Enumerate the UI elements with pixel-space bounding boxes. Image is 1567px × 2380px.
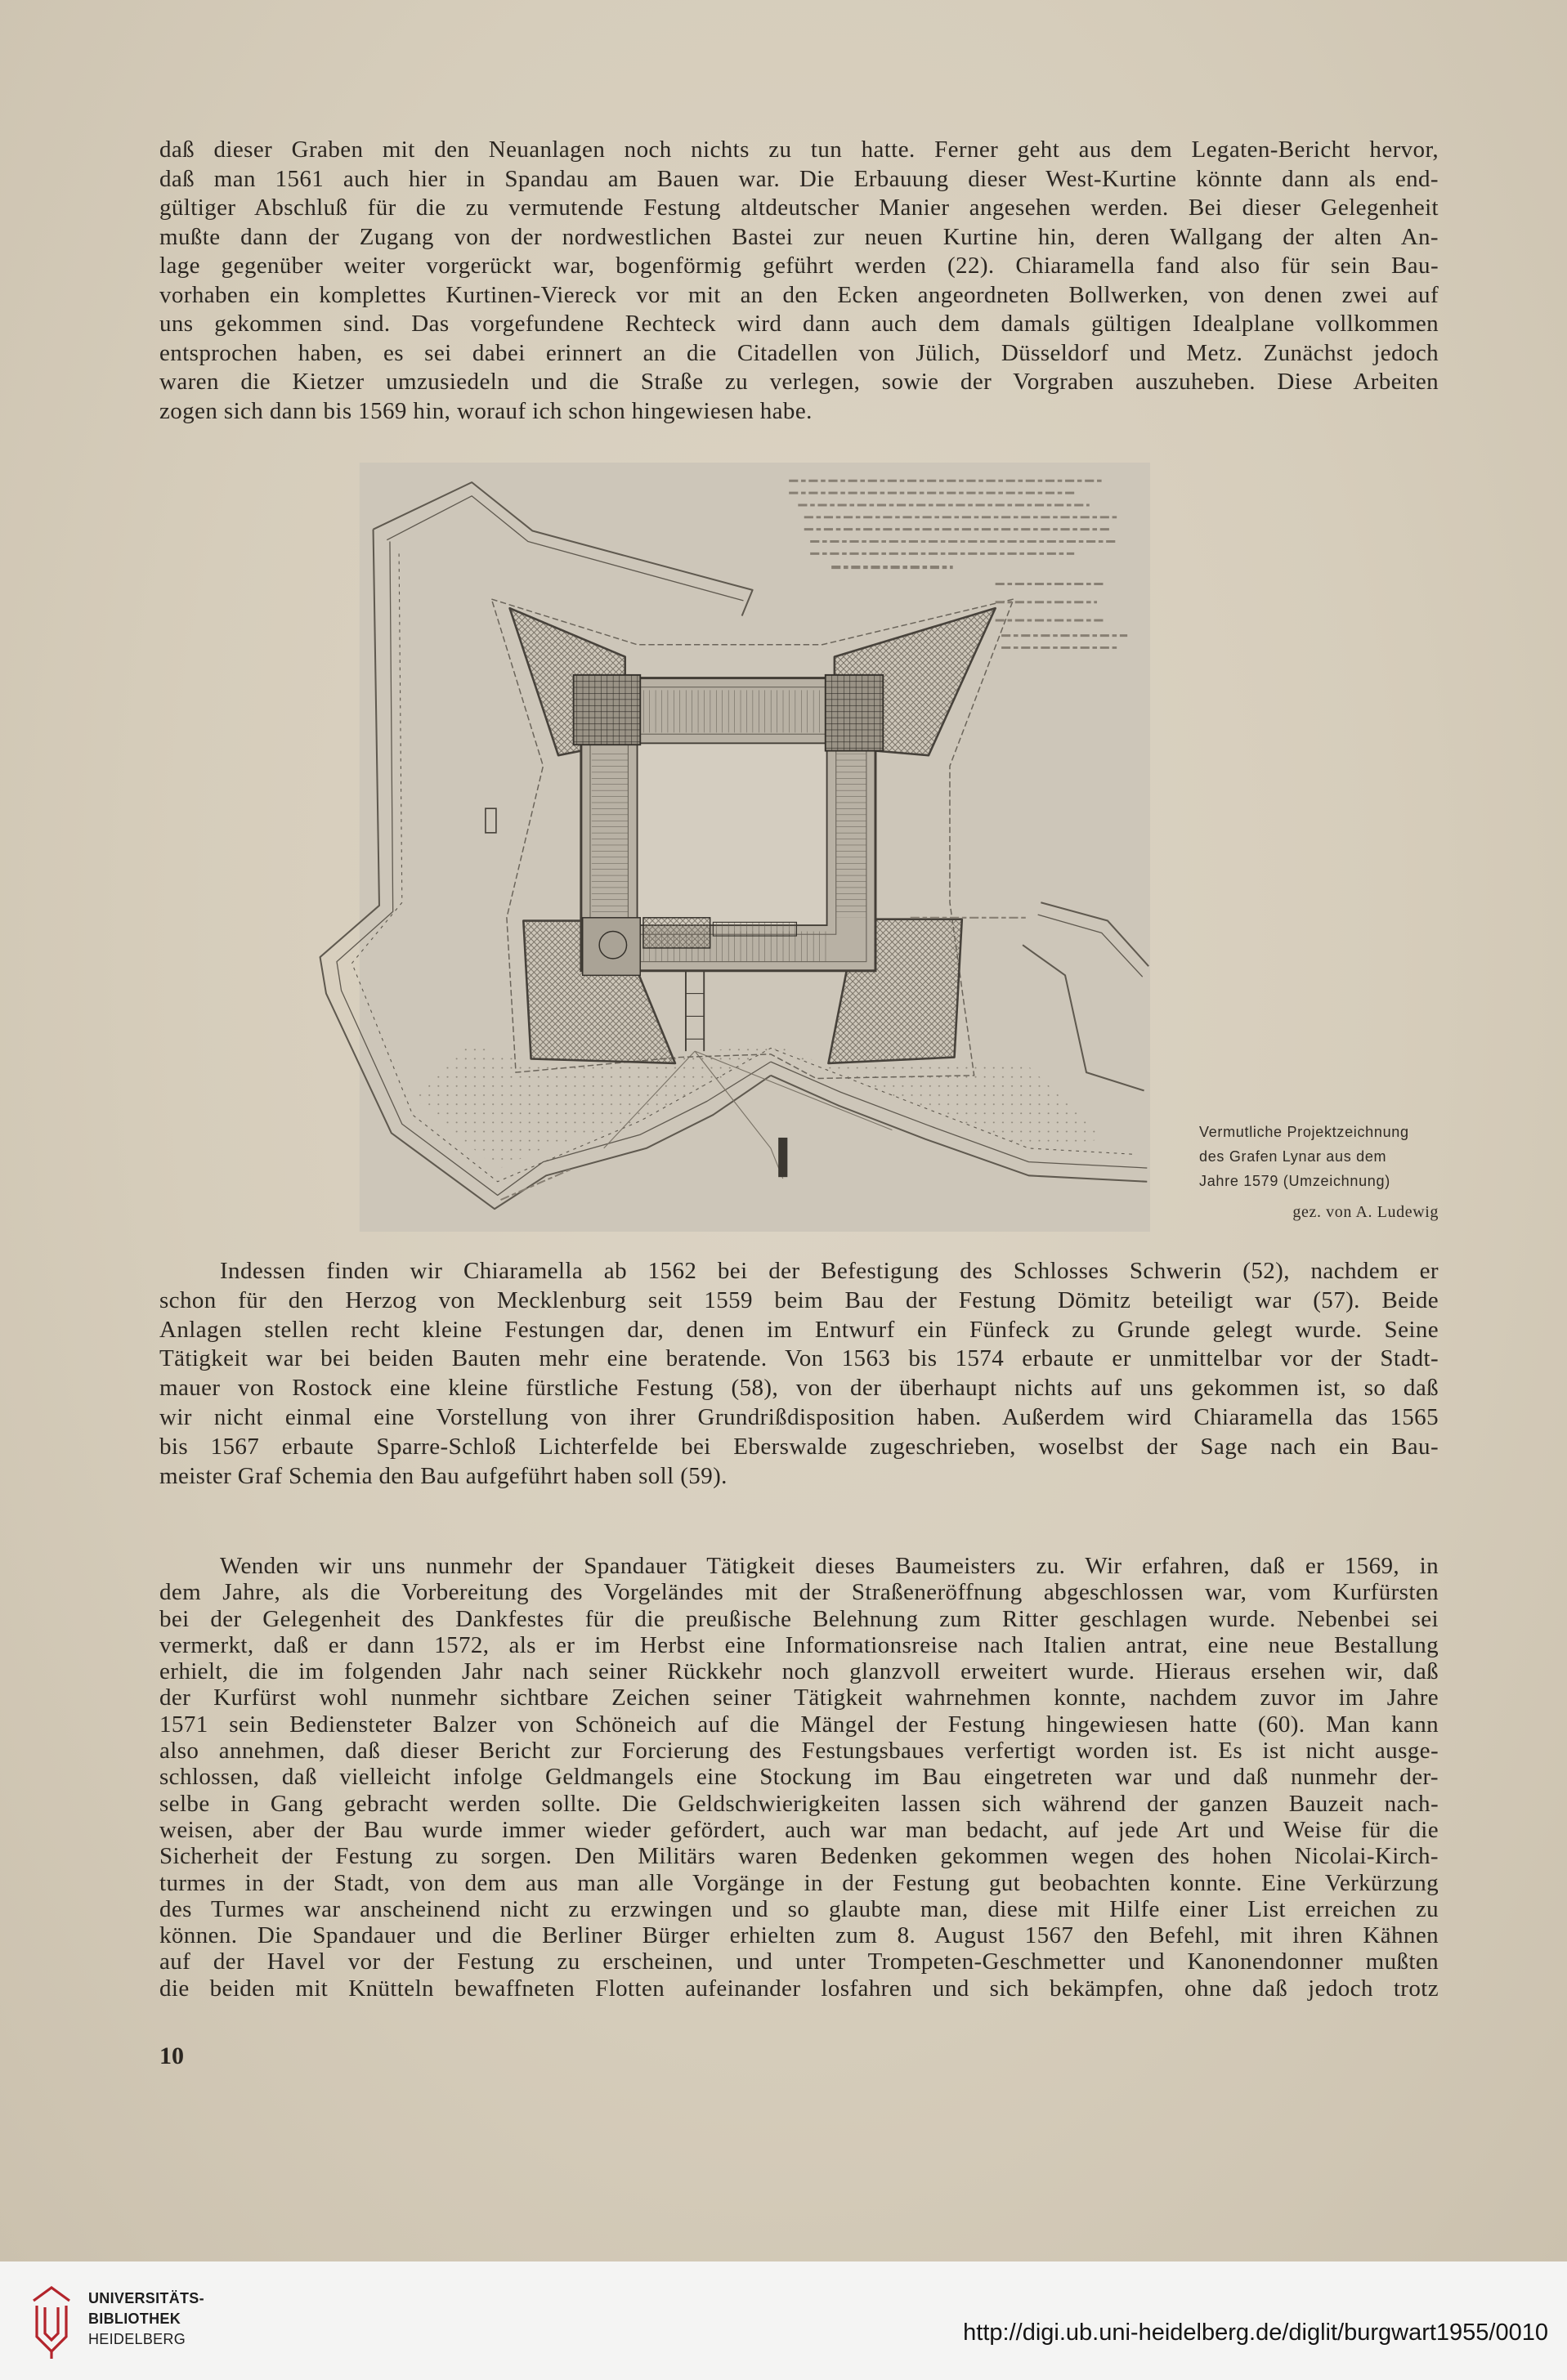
text-line: zogen sich dann bis 1569 hin, worauf ich schon hingewiesen habe. — [159, 397, 813, 424]
text-line: Anlagen stellen recht kleine Festungen dar, denen im Entwurf ein Fünfeck zu Grunde gelegt wurde. Seine — [159, 1316, 1439, 1343]
text-line: turmes in der Stadt, von dem aus man alle Vorgänge in der Festung gut beobachten konnte. Eine Verkürzung — [159, 1869, 1439, 1896]
text-line: des Turmes war anscheinend nicht zu erzwingen und so glaubte man, diese mit Hilfe einer List erreichen zu — [159, 1895, 1439, 1922]
text-line: erhielt, die im folgenden Jahr nach seiner Rückkehr noch glanzvoll erweitert wurde. Hieraus ersehen wir, daß — [159, 1658, 1439, 1685]
paragraph-2 — [159, 1257, 1439, 1491]
caption-line: des Grafen Lynar aus dem — [1199, 1148, 1387, 1165]
text-line: meister Graf Schemia den Bau aufgeführt haben soll (59). — [159, 1462, 728, 1489]
text-line: bei der Gelegenheit des Dankfestes für die preußische Belehnung zum Ritter geschlagen wurde. Nebenbei sei — [159, 1605, 1439, 1632]
gatehouse — [643, 918, 710, 948]
text-line: daß dieser Graben mit den Neuanlagen noch nichts zu tun hatte. Ferner geht aus dem Legaten-Bericht hervor, — [159, 136, 1439, 163]
library-name-line: BIBLIOTHEK — [88, 2311, 181, 2327]
text-line: also annehmen, daß dieser Bericht zur Forcierung des Festungsbaues verfertigt worden ist. Es ist nicht ausge- — [159, 1738, 1439, 1765]
text-line: uns gekommen sind. Das vorgefundene Rechteck wird dann auch dem damals gültigen Idealplane vollkommen — [159, 311, 1439, 337]
text-line: gültiger Abschluß für die zu vermutende Festung altdeutscher Manier angesehen werden. Bei dieser Gelegenheit — [159, 195, 1439, 221]
paragraph-3 — [159, 1553, 1439, 2002]
text-line: bis 1567 erbaute Sparre-Schloß Lichterfelde bei Eberswalde zugeschrieben, woselbst der Sage nach ein Bau- — [159, 1433, 1439, 1460]
text-line: mußte dann der Zugang von der nordwestlichen Bastei zur neuen Kurtine hin, deren Wallgang der alten An- — [159, 223, 1439, 250]
text-line: können. Die Spandauer und die Berliner Bürger erhielten zum 8. August 1567 den Befehl, mit ihren Kähnen — [159, 1922, 1439, 1949]
figure-credit: gez. von A. Ludewig — [1292, 1203, 1439, 1221]
ub-heidelberg-logo-icon — [30, 2283, 73, 2360]
text-line: Sicherheit der Festung zu sorgen. Den Militärs waren Bedenken gekommen wegen des hohen Nicolai-Kirch- — [159, 1843, 1439, 1870]
text-line: Indessen finden wir Chiaramella ab 1562 bei der Befestigung des Schlosses Schwerin (52), nachdem er — [220, 1258, 1439, 1284]
library-name-line: UNIVERSITÄTS- — [88, 2290, 204, 2306]
fortress-plan-drawing — [316, 463, 1150, 1232]
text-line: auf der Havel vor der Festung zu erscheinen, und unter Trompeten-Geschmetter und Kanonendonner mußten — [159, 1948, 1439, 1975]
corner-building-southwest — [583, 918, 641, 976]
text-line: waren die Kietzer umzusiedeln und die Straße zu verlegen, sowie der Vorgraben auszuheben. Diese Arbeiten — [159, 369, 1439, 395]
caption-line: Vermutliche Projektzeichnung — [1199, 1124, 1409, 1140]
text-line: mauer von Rostock eine kleine fürstliche Festung (58), von der überhaupt nichts auf uns gekommen ist, so daß — [159, 1375, 1439, 1402]
source-url: http://digi.ub.uni-heidelberg.de/diglit/burgwart1955/0010 — [963, 2320, 1548, 2346]
marker-post — [778, 1138, 787, 1177]
text-line: dem Jahre, als die Vorbereitung des Vorgeländes mit der Straßeneröffnung abgeschlossen war, vom Kurfürsten — [159, 1579, 1439, 1606]
text-line: schlossen, daß vielleicht infolge Geldmangels eine Stockung im Bau eingetreten war und daß nunmehr der- — [159, 1764, 1439, 1791]
page-number: 10 — [159, 2042, 184, 2069]
library-name-line: HEIDELBERG — [88, 2331, 186, 2347]
citadel-square — [574, 675, 884, 975]
figure — [316, 463, 1150, 1232]
text-line: Wenden wir uns nunmehr der Spandauer Tätigkeit dieses Baumeisters zu. Wir erfahren, daß er 1569, in — [220, 1553, 1439, 1579]
text-line: selbe in Gang gebracht werden sollte. Die Geldschwierigkeiten lassen sich während der ganzen Bauzeit nach- — [159, 1790, 1439, 1817]
text-line: entsprochen haben, es sei dabei erinnert an die Citadellen von Jülich, Düsseldorf und Metz. Zunächst jedoch — [159, 339, 1439, 366]
text-line: vorhaben ein komplettes Kurtinen-Viereck vor mit an den Ecken angeordneten Bollwerken, von denen zwei auf — [159, 281, 1439, 308]
text-line: 1571 sein Bediensteter Balzer von Schöneich auf die Mängel der Festung hingewiesen hatte (60). Man kann — [159, 1711, 1439, 1738]
library-name — [88, 2288, 204, 2350]
text-line: vermerkt, daß er dann 1572, als er im Herbst eine Informationsreise nach Italien antrat, eine neue Bestallung — [159, 1631, 1439, 1658]
text-line: die beiden mit Knütteln bewaffneten Flotten aufeinander losfahren und sich bekämpfen, ohne daß jedoch trotz — [159, 1975, 1439, 2002]
courtyard — [638, 743, 827, 925]
text-line: Tätigkeit war bei beiden Bauten mehr eine beratende. Von 1563 bis 1574 erbaute er unmittelbar vor der Stadt- — [159, 1345, 1439, 1372]
text-line: der Kurfürst wohl nunmehr sichtbare Zeichen seiner Tätigkeit wahrnehmen konnte, nachdem zuvor im Jahre — [159, 1684, 1439, 1711]
text-line: wir nicht einmal eine Vorstellung von ihrer Grundrißdisposition haben. Außerdem wird Chiaramella das 1565 — [159, 1403, 1439, 1430]
text-line: lage gegenüber weiter vorgerückt war, bogenförmig geführt werden (22). Chiaramella fand also für sein Bau- — [159, 253, 1439, 279]
caption-line: Jahre 1579 (Umzeichnung) — [1199, 1173, 1390, 1189]
paragraph-1 — [159, 136, 1439, 426]
text-line: schon für den Herzog von Mecklenburg seit 1559 beim Bau der Festung Dömitz beteiligt war (57). Beide — [159, 1286, 1439, 1313]
text-line: weisen, aber der Bau wurde immer wieder gefördert, auch war man bedacht, auf jede Art und Weise für die — [159, 1816, 1439, 1843]
library-footer — [0, 2261, 1567, 2380]
text-line: daß man 1561 auch hier in Spandau am Bauen war. Die Erbauung dieser West-Kurtine könnte dann als end- — [159, 165, 1439, 192]
figure-caption — [1199, 1120, 1444, 1193]
